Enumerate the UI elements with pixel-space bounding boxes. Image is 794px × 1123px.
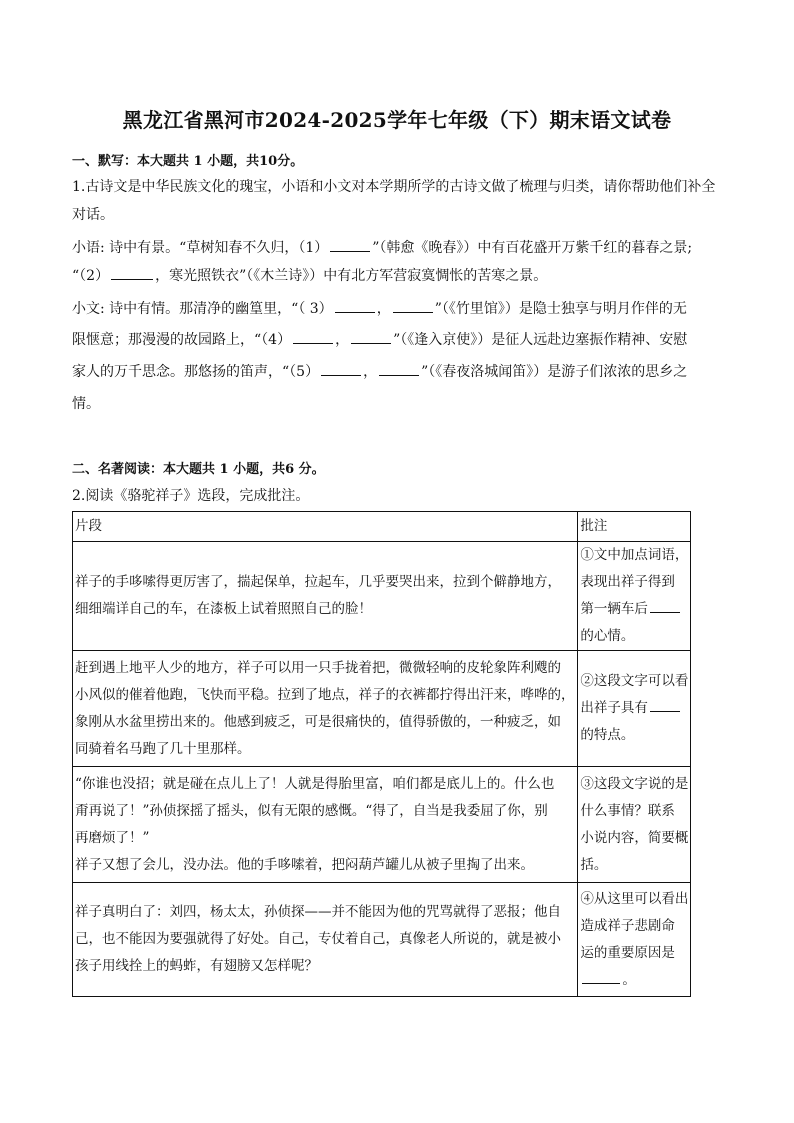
xiaowen-line2	[72, 330, 687, 350]
answer-blank-5b[interactable]	[379, 374, 419, 376]
section2-heading: 二、名著阅读：本大题共 1 小题，共6 分。	[72, 462, 325, 477]
xiaoyu-line2-text-a: “（2）	[72, 268, 110, 284]
excerpt-cell	[73, 883, 578, 997]
answer-blank-4b[interactable]	[351, 342, 391, 344]
xiaoyu-line2	[72, 266, 547, 286]
note-cell	[578, 651, 691, 767]
excerpt-line: 己，也不能因为要强就得了好处。自己，专仗着自己，真像老人所说的，就是被小	[75, 931, 561, 947]
xiaowen-line3-text-c: ”（《春夜洛城闻笛》）是游子们浓浓的思乡之	[421, 364, 688, 380]
annotation-table	[72, 511, 691, 997]
note-line: 括。	[580, 856, 608, 873]
answer-blank-3a[interactable]	[335, 311, 375, 313]
answer-blank-1[interactable]	[330, 250, 370, 252]
note-cell	[578, 767, 691, 883]
answer-blank-4a[interactable]	[293, 342, 333, 344]
excerpt-line: 祥子的手哆嗦得更厉害了，揣起保单，拉起车，几乎要哭出来，拉到个僻静地方，	[75, 574, 561, 590]
xiaoyu-line2-text-b: ，寒光照铁衣”（《木兰诗》）中有北方军营寂寞惆怅的苦寒之景。	[155, 268, 548, 284]
xiaowen-line3-text-a: 家人的万千思念。那悠扬的笛声，“（5）	[72, 364, 320, 380]
table-row	[73, 767, 691, 883]
comma: ，	[335, 332, 350, 348]
q2-line: 2.阅读《骆驼祥子》选段，完成批注。	[72, 488, 310, 504]
note-line	[580, 967, 690, 994]
xiaoyu-line1	[72, 238, 692, 258]
note-line: 运的重要原因是	[580, 944, 675, 961]
excerpt-line: 孩子用线拴上的蚂蚱，有翅膀又怎样呢？	[75, 958, 318, 974]
answer-blank-note4[interactable]	[582, 982, 620, 984]
table-header-row	[73, 512, 691, 542]
comma: ，	[376, 301, 391, 317]
table-header-excerpt: 片段	[73, 512, 578, 542]
note-line: 的心情。	[580, 628, 635, 644]
note-line	[580, 596, 690, 623]
xiaowen-line1-text-a: 小文: 诗中有情。那清净的幽篁里，“（ 3）	[72, 301, 333, 317]
page-title: 黑龙江省黑河市2024-2025学年七年级（下）期末语文试卷	[122, 108, 672, 132]
table-header-note: 批注	[578, 512, 691, 542]
excerpt-line: 祥子又想了会儿，没办法。他的手哆嗦着，把闷葫芦罐儿从被子里掏了出来。	[75, 856, 534, 873]
q1-line2: 对话。	[72, 207, 114, 223]
note-line: 表现出祥子得到	[580, 574, 675, 590]
note-line: 小说内容，简要概	[580, 829, 689, 846]
answer-blank-3b[interactable]	[393, 311, 433, 313]
answer-blank-note2[interactable]	[650, 710, 680, 712]
xiaowen-line4: 情。	[72, 396, 100, 412]
xiaowen-line3	[72, 362, 687, 382]
excerpt-cell	[73, 767, 578, 883]
xiaoyu-line1-text-b: ”（韩愈《晚春》）中有百花盛开万紫千红的暮春之景;	[372, 240, 693, 256]
excerpt-line: 同骑着名马跑了几十里那样。	[75, 740, 251, 757]
excerpt-line: 象刚从水盆里捞出来的。他感到疲乏，可是很痛快的，值得骄傲的，一种疲乏，如	[75, 713, 561, 730]
note-line: 的特点。	[580, 727, 635, 743]
excerpt-line: 细细端详自己的车，在漆板上试着照照自己的脸！	[75, 601, 372, 617]
xiaowen-line1	[72, 299, 687, 319]
excerpt-line: 小风似的催着他跑，飞快而平稳。拉到了地点，祥子的衣裤都拧得出汗来，哗哗的，	[75, 686, 575, 703]
answer-blank-note1[interactable]	[650, 611, 680, 613]
excerpt-line: 祥子真明白了：刘四，杨太太，孙侦探——并不能因为他的咒骂就得了恶报；他自	[75, 904, 561, 920]
note-line: ②这段文字可以看	[580, 673, 689, 689]
note-line: ④从这里可以看出	[580, 890, 689, 907]
note-line: ③这段文字说的是	[580, 775, 689, 792]
section1-heading: 一、默写：本大题共 1 小题，共10分。	[72, 154, 304, 169]
note-text: 。	[622, 971, 636, 988]
comma: ，	[363, 364, 378, 380]
table-row	[73, 542, 691, 651]
note-line: 造成祥子悲剧命	[580, 917, 675, 934]
xiaowen-line1-text-c: ”（《竹里馆》）是隐士独享与明月作伴的无	[434, 301, 687, 317]
note-cell	[578, 542, 691, 651]
note-text: 第一辆车后	[580, 601, 648, 617]
excerpt-line: 甭再说了！”孙侦探摇了摇头，似有无限的感慨。“得了，自当是我委屈了你，别	[75, 802, 548, 819]
answer-blank-5a[interactable]	[321, 374, 361, 376]
note-line: ①文中加点词语，	[580, 547, 689, 563]
xiaowen-line2-text-a: 限惬意；那漫漫的故园路上，“（4）	[72, 332, 292, 348]
q1-line1: 1.古诗文是中华民族文化的瑰宝，小语和小文对本学期所学的古诗文做了梳理与归类，请你帮助他们补全	[72, 179, 716, 195]
table-row	[73, 883, 691, 997]
note-cell	[578, 883, 691, 997]
xiaowen-line2-text-c: ”（《逢入京使》）是征人远赴边塞振作精神、安慰	[393, 332, 688, 348]
excerpt-line: 赶到遇上地平人少的地方，祥子可以用一只手拢着把，微微轻响的皮轮象阵利飕的	[75, 659, 561, 676]
answer-blank-2[interactable]	[111, 278, 153, 280]
excerpt-cell	[73, 542, 578, 651]
excerpt-cell	[73, 651, 578, 767]
note-text: 出祥子具有	[580, 700, 648, 716]
excerpt-line: “你谁也没招；就是碰在点儿上了！人就是得胎里富，咱们都是底儿上的。什么也	[75, 775, 555, 792]
table-row	[73, 651, 691, 767]
note-line: 什么事情？联系	[580, 802, 675, 819]
xiaoyu-line1-text-a: 小语: 诗中有景。“草树知春不久归，（1）	[72, 240, 329, 256]
excerpt-line: 再磨烦了！”	[75, 829, 150, 846]
note-line	[580, 695, 690, 722]
